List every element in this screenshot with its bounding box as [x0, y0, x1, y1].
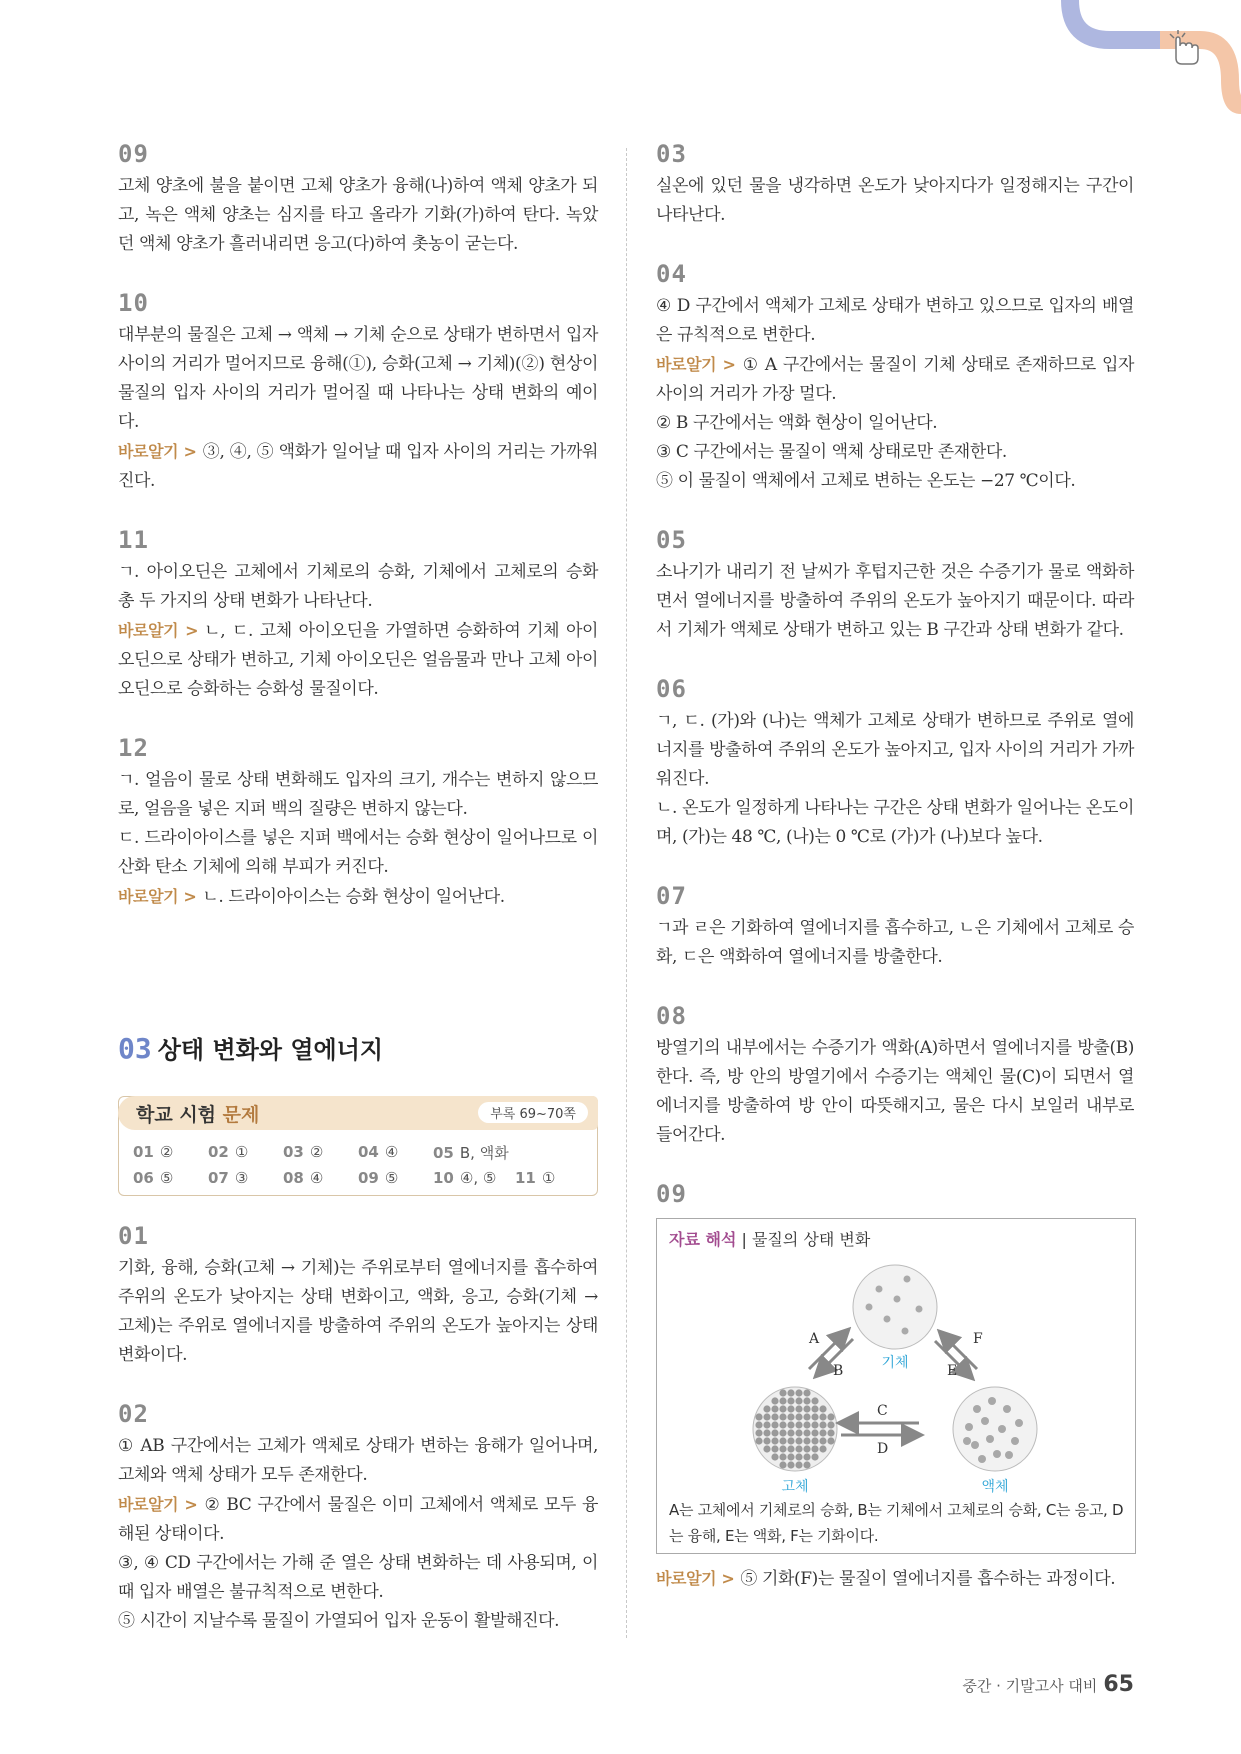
correction-text: ㄴ, ㄷ. 고체 아이오딘을 가열하면 승화하여 기체 아이오딘으로 상태가 변하고, 기체 아이오딘은 얼음물과 만나 고체 아이오딘으로 승화하는 승화성 물질이다. — [118, 621, 598, 699]
explanation: ㄷ. 드라이아이스를 넣은 지퍼 백에서는 승화 현상이 일어나므로 이산화 탄소 기체에 의해 부피가 커진다. — [118, 828, 598, 877]
solid-particle — [771, 1405, 778, 1412]
answer-11 — [118, 526, 598, 704]
solid-particle — [779, 1437, 786, 1444]
answer-cell: 03 ② — [283, 1143, 324, 1161]
correction-text: ① A 구간에서는 물질이 기체 상태로 존재하므로 입자 사이의 거리가 가장 멀다. — [656, 355, 1134, 404]
solid-particle — [787, 1389, 794, 1396]
question-number: 07 — [656, 882, 687, 910]
correction-text: ② BC 구간에서 물질은 이미 고체에서 액체로 모두 융해된 상태이다. — [118, 1495, 598, 1544]
correction-tag: 바로알기 > — [118, 442, 197, 461]
solid-particle — [795, 1445, 802, 1452]
solid-particle — [763, 1445, 770, 1452]
answer-10 — [118, 289, 598, 496]
solid-particle — [811, 1429, 818, 1436]
solid-particle — [779, 1421, 786, 1428]
answer-12 — [118, 734, 598, 912]
label-B: B — [833, 1363, 844, 1379]
label-A: A — [809, 1331, 820, 1347]
left-column — [118, 140, 598, 942]
solid-particle — [811, 1397, 818, 1404]
figure-caption: A는 고체에서 기체로의 승화, B는 기체에서 고체로의 승화, C는 응고, D는 융해, E는 액화, F는 기화이다. — [669, 1501, 1124, 1545]
solid-particle — [827, 1413, 834, 1420]
solid-particle — [771, 1437, 778, 1444]
solid-particle — [787, 1397, 794, 1404]
solid-particle — [755, 1429, 762, 1436]
solid-particle — [819, 1445, 826, 1452]
left-column-lower — [118, 1222, 598, 1666]
correction-tag: 바로알기 > — [656, 1569, 735, 1588]
question-number: 10 — [118, 289, 149, 317]
explanation: ㄱ, ㄷ. (가)와 (나)는 액체가 고체로 상태가 변하므로 주위로 열에너지를 방출하여 주위의 온도가 높아지고, 입자 사이의 거리가 가까워진다. — [656, 711, 1134, 789]
solid-particle — [779, 1413, 786, 1420]
footer-label: 중간 · 기말고사 대비 — [962, 1677, 1098, 1695]
correction — [118, 437, 598, 496]
solid-particle — [779, 1445, 786, 1452]
figure-title-text: 물질의 상태 변화 — [751, 1230, 871, 1249]
correction — [118, 1490, 598, 1549]
solid-particle — [803, 1421, 810, 1428]
correction — [118, 616, 598, 704]
answer-cell: 01 ② — [133, 1143, 174, 1161]
corner-decoration — [1060, 0, 1241, 120]
section-title-text: 상태 변화와 열에너지 — [157, 1036, 384, 1064]
solid-particle — [787, 1437, 794, 1444]
solid-particle — [763, 1421, 770, 1428]
state-change-figure — [656, 1218, 1136, 1554]
label-C: C — [877, 1403, 888, 1419]
correction — [118, 882, 598, 912]
explanation: ② B 구간에서는 액화 현상이 일어난다. — [656, 413, 938, 433]
solid-particle — [827, 1429, 834, 1436]
question-number: 02 — [118, 1400, 149, 1428]
answer-09-right — [656, 1180, 1134, 1594]
solid-particle — [771, 1413, 778, 1420]
explanation: ③ C 구간에서는 물질이 액체 상태로만 존재한다. — [656, 442, 1007, 462]
solid-particle — [771, 1421, 778, 1428]
answer-key-grid — [133, 1139, 590, 1191]
correction — [656, 1564, 1134, 1594]
page-number: 65 — [1103, 1672, 1134, 1697]
solid-particle — [771, 1397, 778, 1404]
solid-particle — [787, 1429, 794, 1436]
answer-key-title — [136, 1100, 259, 1127]
solid-particle — [795, 1453, 802, 1460]
correction-tag: 바로알기 > — [118, 621, 199, 640]
section-title — [118, 1030, 383, 1065]
explanation: ㄱ. 얼음이 물로 상태 변화해도 입자의 크기, 개수는 변하지 않으므로, 얼음을 넣은 지퍼 백의 질량은 변하지 않는다. — [118, 770, 598, 819]
solid-particle — [819, 1405, 826, 1412]
correction-text: ㄴ. 드라이아이스는 승화 현상이 일어난다. — [202, 887, 505, 907]
correction-tag: 바로알기 > — [118, 887, 197, 906]
answer-key-box — [118, 1096, 598, 1196]
solid-particle — [819, 1413, 826, 1420]
solid-particle — [795, 1413, 802, 1420]
solid-particle — [779, 1461, 786, 1468]
solid-particle — [803, 1397, 810, 1404]
solid-particle — [803, 1389, 810, 1396]
solid-particle — [787, 1421, 794, 1428]
solid-particle — [795, 1389, 802, 1396]
solid-particle — [795, 1429, 802, 1436]
answer-09 — [118, 140, 598, 259]
solid-particle — [779, 1397, 786, 1404]
correction-tag: 바로알기 > — [118, 1495, 198, 1514]
correction-text: ⑤ 기화(F)는 물질이 열에너지를 흡수하는 과정이다. — [740, 1569, 1116, 1589]
explanation: ⑤ 이 물질이 액체에서 고체로 변하는 온도는 −27 ℃이다. — [656, 471, 1076, 491]
label-solid: 고체 — [781, 1479, 809, 1495]
answer-key-title-a: 학교 시험 — [136, 1104, 223, 1126]
answer-key-header — [118, 1096, 598, 1130]
answer-01 — [118, 1222, 598, 1370]
answer-row — [133, 1165, 590, 1191]
question-number: 01 — [118, 1222, 149, 1250]
answer-key-pages: 부록 69~70쪽 — [478, 1102, 588, 1123]
answer-key-title-b: 문제 — [222, 1104, 260, 1126]
label-D: D — [877, 1441, 889, 1457]
solid-particle — [803, 1429, 810, 1436]
answer-row — [133, 1139, 590, 1165]
solid-particle — [787, 1445, 794, 1452]
answer-05 — [656, 526, 1134, 645]
correction — [656, 350, 1134, 409]
solid-particle — [787, 1413, 794, 1420]
explanation: 실온에 있던 물을 냉각하면 온도가 낮아지다가 일정해지는 구간이 나타난다. — [656, 176, 1134, 225]
answer-cell: 10 ④, ⑤ — [433, 1169, 497, 1187]
question-number: 06 — [656, 675, 687, 703]
correction-tag: 바로알기 > — [656, 355, 736, 374]
solid-particle — [771, 1429, 778, 1436]
right-column — [656, 140, 1134, 1624]
explanation: ⑤ 시간이 지날수록 물질이 가열되어 입자 운동이 활발해진다. — [118, 1611, 560, 1631]
explanation: ① AB 구간에서는 고체가 액체로 상태가 변하는 융해가 일어나며, 고체와 액체 상태가 모두 존재한다. — [118, 1436, 598, 1485]
solid-particle — [811, 1437, 818, 1444]
answer-cell: 05 B, 액화 — [433, 1143, 509, 1162]
label-gas: 기체 — [881, 1355, 909, 1371]
solid-particle — [771, 1445, 778, 1452]
solid-particle — [803, 1445, 810, 1452]
solid-particle — [803, 1437, 810, 1444]
solid-particle — [803, 1413, 810, 1420]
solid-particle — [811, 1413, 818, 1420]
question-number: 03 — [656, 140, 687, 168]
solid-particle — [763, 1413, 770, 1420]
answer-07 — [656, 882, 1134, 972]
answer-cell: 08 ④ — [283, 1169, 324, 1187]
answer-cell: 09 ⑤ — [358, 1169, 399, 1187]
solid-particle — [811, 1453, 818, 1460]
solid-particle — [787, 1461, 794, 1468]
solid-particle — [779, 1389, 786, 1396]
question-number: 09 — [118, 140, 149, 168]
solid-particle — [755, 1437, 762, 1444]
solid-particle — [755, 1413, 762, 1420]
answer-cell: 04 ④ — [358, 1143, 399, 1161]
solid-particle — [763, 1405, 770, 1412]
answer-04 — [656, 260, 1134, 496]
explanation: ㄱ. 아이오딘은 고체에서 기체로의 승화, 기체에서 고체로의 승화 총 두 가지의 상태 변화가 나타난다. — [118, 562, 598, 611]
solid-particle — [827, 1437, 834, 1444]
answer-cell: 02 ① — [208, 1143, 249, 1161]
solid-particle — [763, 1429, 770, 1436]
explanation: 고체 양초에 불을 붙이면 고체 양초가 융해(나)하여 액체 양초가 되고, 녹은 액체 양초는 심지를 타고 올라가 기화(가)하여 탄다. 녹았던 액체 양초가 흘러내리면 응고(다)하여 촛농이 굳는다. — [118, 176, 598, 254]
question-number: 12 — [118, 734, 149, 762]
label-liquid: 액체 — [981, 1479, 1009, 1495]
solid-particle — [827, 1421, 834, 1428]
explanation: 소나기가 내리기 전 날씨가 후텁지근한 것은 수증기가 물로 액화하면서 열에너지를 방출하여 주위의 온도가 높아지기 때문이다. 따라서 기체가 액체로 상태가 변하고 있는 B 구간과 상태 변화가 같다. — [656, 562, 1134, 640]
solid-particle — [755, 1421, 762, 1428]
question-number: 08 — [656, 1002, 687, 1030]
answer-03 — [656, 140, 1134, 230]
explanation: 방열기의 내부에서는 수증기가 액화(A)하면서 열에너지를 방출(B)한다. 즉, 방 안의 방열기에서 수증기는 액체인 물(C)이 되면서 열에너지를 방출하여 방 안이 따뜻해지고, 물은 다시 보일러 내부로 들어간다. — [656, 1038, 1134, 1145]
solid-particle — [819, 1421, 826, 1428]
solid-particle — [795, 1421, 802, 1428]
solid-particle — [771, 1453, 778, 1460]
question-number: 11 — [118, 526, 149, 554]
explanation: ㄱ과 ㄹ은 기화하여 열에너지를 흡수하고, ㄴ은 기체에서 고체로 승화, ㄷ은 액화하여 열에너지를 방출한다. — [656, 918, 1134, 967]
solid-particle — [795, 1405, 802, 1412]
explanation: ③, ④ CD 구간에서는 가해 준 열은 상태 변화하는 데 사용되며, 이때 입자 배열은 불규칙적으로 변한다. — [118, 1553, 598, 1602]
solid-particle — [795, 1397, 802, 1404]
answer-cell: 07 ③ — [208, 1169, 249, 1187]
solid-particle — [803, 1453, 810, 1460]
question-number: 09 — [656, 1180, 687, 1208]
solid-particle — [811, 1405, 818, 1412]
solid-particle — [819, 1437, 826, 1444]
figure-separator: | — [736, 1230, 752, 1249]
solid-particle — [763, 1437, 770, 1444]
answer-06 — [656, 675, 1134, 852]
solid-particle — [795, 1461, 802, 1468]
figure-tag: 자료 해석 — [669, 1230, 737, 1249]
label-E: E — [947, 1363, 958, 1379]
solid-particles-circle — [753, 1387, 837, 1471]
solid-particle — [811, 1445, 818, 1452]
explanation: ㄴ. 온도가 일정하게 나타나는 구간은 상태 변화가 일어나는 온도이며, (가)는 48 ℃, (나)는 0 ℃로 (가)가 (나)보다 높다. — [656, 798, 1134, 847]
answer-cell: 06 ⑤ — [133, 1169, 174, 1187]
label-F: F — [973, 1331, 983, 1347]
solid-particle — [803, 1461, 810, 1468]
answer-02 — [118, 1400, 598, 1636]
question-number: 04 — [656, 260, 687, 288]
explanation: ④ D 구간에서 액체가 고체로 상태가 변하고 있으므로 입자의 배열은 규칙적으로 변한다. — [656, 296, 1134, 345]
solid-particle — [779, 1453, 786, 1460]
section-number: 03 — [118, 1032, 152, 1065]
solid-particle — [819, 1429, 826, 1436]
explanation: 기화, 융해, 승화(고체 → 기체)는 주위로부터 열에너지를 흡수하여 주위의 온도가 낮아지는 상태 변화이고, 액화, 응고, 승화(기체 → 고체)는 주위로 열에너지를 방출하여 주위의 온도가 높아지는 상태 변화이다. — [118, 1258, 598, 1365]
explanation: 대부분의 물질은 고체 → 액체 → 기체 순으로 상태가 변하면서 입자 사이의 거리가 멀어지므로 융해(①), 승화(고체 → 기체)(②) 현상이 물질의 입자 사이의 거리가 멀어질 때 나타나는 상태 변화의 예이다. — [118, 325, 598, 432]
column-divider — [626, 148, 627, 1638]
solid-particle — [787, 1453, 794, 1460]
page-footer — [962, 1672, 1134, 1697]
solid-particle — [803, 1405, 810, 1412]
solid-particle — [787, 1405, 794, 1412]
correction-text: ③, ④, ⑤ 액화가 일어날 때 입자 사이의 거리는 가까워진다. — [118, 442, 598, 491]
answer-cell: 11 ① — [515, 1169, 556, 1187]
solid-particle — [779, 1429, 786, 1436]
solid-particle — [811, 1421, 818, 1428]
figure-title — [669, 1227, 870, 1250]
solid-particle — [779, 1405, 786, 1412]
solid-particle — [795, 1437, 802, 1444]
answer-08 — [656, 1002, 1134, 1150]
state-change-diagram — [657, 1249, 1135, 1499]
question-number: 05 — [656, 526, 687, 554]
